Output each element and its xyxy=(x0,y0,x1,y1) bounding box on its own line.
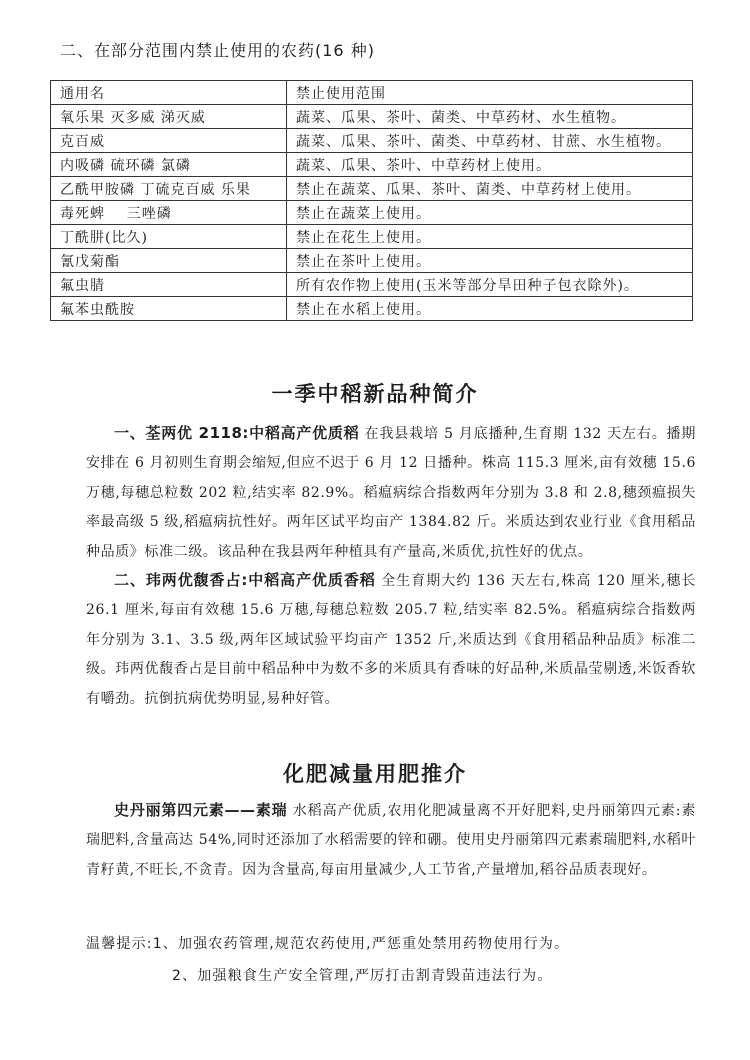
reminder-line-2: 2、加强粮食生产安全管理,严厉打击割青毁苗违法行为。 xyxy=(172,968,553,984)
prohibited-scope: 禁止在茶叶上使用。 xyxy=(287,249,693,273)
prohibited-scope: 禁止在水稻上使用。 xyxy=(287,297,693,321)
fertilizer-lead: 史丹丽第四元素——素瑞 xyxy=(114,801,288,819)
reminder-line-1: 温馨提示:1、加强农药管理,规范农药使用,严惩重处禁用药物使用行为。 xyxy=(86,936,570,952)
prohibited-scope: 蔬菜、瓜果、茶叶、菌类、中草药材、甘蔗、水生植物。 xyxy=(287,129,693,153)
table-row xyxy=(51,177,693,201)
table-header-row xyxy=(51,81,693,105)
heading-fertilizer: 化肥减量用肥推介 xyxy=(283,761,467,786)
prohibited-scope: 禁止在蔬菜上使用。 xyxy=(287,201,693,225)
table-row xyxy=(51,201,693,225)
header-common-name: 通用名 xyxy=(51,81,287,105)
table-row xyxy=(51,153,693,177)
pesticide-name: 氧乐果 灭多威 涕灭威 xyxy=(51,105,287,129)
table-row xyxy=(51,273,693,297)
rice-variety-1-lead: 一、荃两优 2118:中稻高产优质稻 xyxy=(114,424,360,442)
table-row xyxy=(51,249,693,273)
table-row xyxy=(51,225,693,249)
prohibited-scope: 禁止在花生上使用。 xyxy=(287,225,693,249)
header-prohibited-scope: 禁止使用范围 xyxy=(287,81,693,105)
rice-variety-1-body: 在我县栽培 5 月底播种,生育期 132 天左右。播期安排在 6 月初则生育期会缩短,但应不迟于 6 月 12 日播种。株高 115.3 厘米,亩有效穗 15.6 万穗,每穗总粒数 202 粒,结实率 82.9%。稻瘟病综合指数两年分别为 3.8 和 2.8,穗颈瘟损失率最高级 5 级,稻瘟病抗性好。两年区试平均亩产 1384.82 斤。米质达到农业行业《食用稻品种品质》标准二级。该品种在我县两年种植具有产量高,米质优,抗性好的优点。 xyxy=(86,426,696,560)
pesticide-name: 氟苯虫酰胺 xyxy=(51,297,287,321)
fertilizer-paragraph xyxy=(86,796,696,885)
pesticide-name: 丁酰肼(比久) xyxy=(51,225,287,249)
pesticide-name: 乙酰甲胺磷 丁硫克百威 乐果 xyxy=(51,177,287,201)
table-row xyxy=(51,297,693,321)
pesticide-name: 氟虫腈 xyxy=(51,273,287,297)
fertilizer-body: 水稻高产优质,农用化肥减量离不开好肥料,史丹丽第四元素:素瑞肥料,含量高达 54%,同时还添加了水稻需要的锌和硼。使用史丹丽第四元素素瑞肥料,水稻叶青籽黄,不旺长,不贪青。因为含量高,每亩用量减少,人工节省,产量增加,稻谷品质表现好。 xyxy=(86,803,696,878)
prohibited-scope: 蔬菜、瓜果、茶叶、菌类、中草药材、水生植物。 xyxy=(287,105,693,129)
table-row xyxy=(51,129,693,153)
rice-variety-2-paragraph xyxy=(86,566,696,714)
table-row xyxy=(51,105,693,129)
pesticide-name: 克百威 xyxy=(51,129,287,153)
restricted-pesticide-table xyxy=(50,80,693,321)
prohibited-scope: 所有农作物上使用(玉米等部分旱田种子包衣除外)。 xyxy=(287,273,693,297)
pesticide-name: 氰戊菊酯 xyxy=(51,249,287,273)
section-title-restricted-pesticides: 二、在部分范围内禁止使用的农药(16 种) xyxy=(60,41,375,60)
rice-variety-2-lead: 二、玮两优馥香占:中稻高产优质香稻 xyxy=(114,571,376,589)
prohibited-scope: 禁止在蔬菜、瓜果、茶叶、菌类、中草药材上使用。 xyxy=(287,177,693,201)
pesticide-name: 毒死蜱 三唑磷 xyxy=(51,201,287,225)
pesticide-name: 内吸磷 硫环磷 氯磷 xyxy=(51,153,287,177)
prohibited-scope: 蔬菜、瓜果、茶叶、中草药材上使用。 xyxy=(287,153,693,177)
rice-variety-1-paragraph xyxy=(86,419,696,567)
rice-variety-2-body: 全生育期大约 136 天左右,株高 120 厘米,穗长 26.1 厘米,每亩有效穗 15.6 万穗,每穗总粒数 205.7 粒,结实率 82.5%。稻瘟病综合指数两年分别为 3.1、3.5 级,两年区域试验平均亩产 1352 斤,米质达到《食用稻品种品质》标准二级。玮两优馥香占是目前中稻品种中为数不多的米质具有香味的好品种,米质晶莹剔透,米饭香软有嚼劲。抗倒抗病优势明显,易种好管。 xyxy=(86,573,696,707)
heading-rice-varieties: 一季中稻新品种简介 xyxy=(271,381,479,406)
